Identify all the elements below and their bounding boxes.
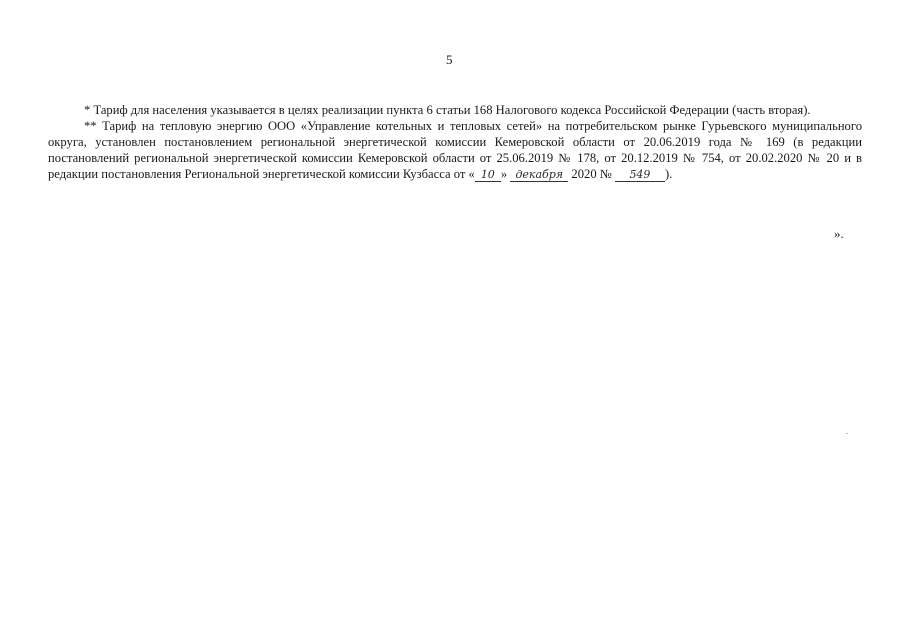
footnote-2-end: ). bbox=[664, 167, 673, 181]
handwritten-day: 10 bbox=[475, 169, 501, 182]
footnote-2 bbox=[48, 118, 862, 182]
year-and-number-label: 2020 № bbox=[571, 167, 612, 181]
footnote-2-text: ** Тариф на тепловую энергию ООО «Управление котельных и тепловых сетей» на потребительском рынке Гурьевского муниципального округа, установлен постановлением региональной энергетической комиссии Кемеровской области от 20.06.2019 года № 169 (в редакции постановлений региональной энергетической комиссии Кемеровской области от 25.06.2019 № 178, от 20.12.2019 № 754, от 20.02.2020 № 20 и в редакции постановления Региональной энергетической комиссии Кузбасса от « bbox=[48, 119, 862, 181]
handwritten-month: декабря bbox=[510, 169, 568, 182]
scan-speck bbox=[846, 433, 848, 434]
footnote-1: * Тариф для населения указывается в целях реализации пункта 6 статьи 168 Налогового кодекса Российской Федерации (часть вторая). bbox=[84, 103, 811, 117]
quote-close: » bbox=[500, 167, 508, 181]
page-number: 5 bbox=[446, 52, 453, 67]
handwritten-number: 549 bbox=[615, 169, 665, 182]
footnotes-block bbox=[48, 102, 862, 182]
closing-quote-mark: ». bbox=[834, 226, 844, 241]
